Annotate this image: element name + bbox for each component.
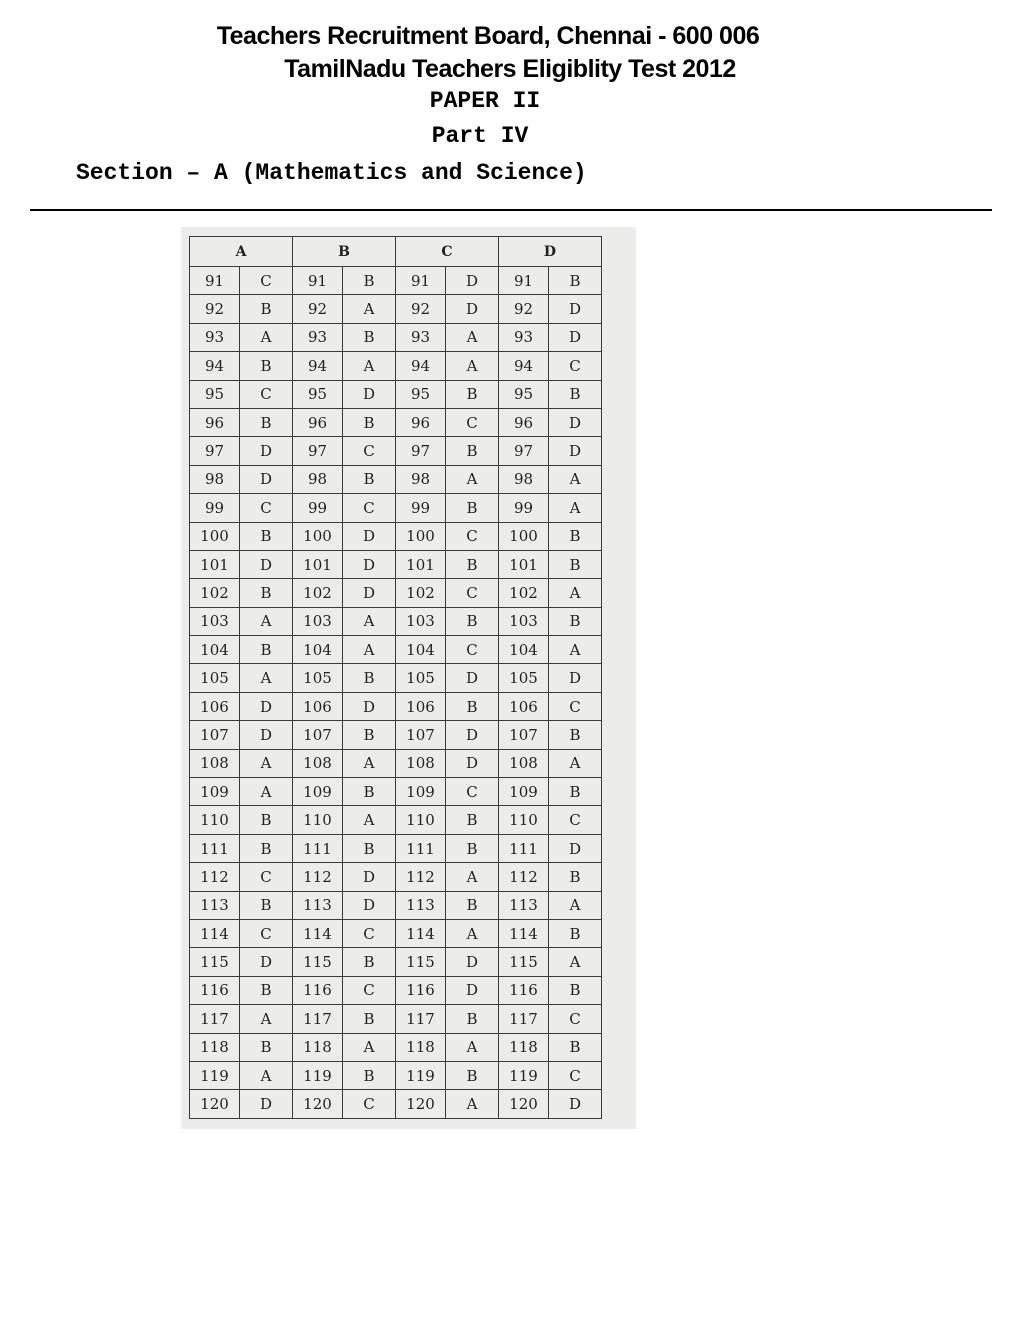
answer-cell: A xyxy=(240,749,293,777)
answer-cell: B xyxy=(343,664,396,692)
question-number: 108 xyxy=(190,749,240,777)
question-number: 120 xyxy=(190,1090,240,1118)
question-number: 111 xyxy=(499,834,549,862)
question-number: 99 xyxy=(293,494,343,522)
question-number: 118 xyxy=(396,1033,446,1061)
table-row xyxy=(190,465,602,493)
section-label: Section – A (Mathematics and Science) xyxy=(76,160,587,186)
answer-cell: D xyxy=(240,948,293,976)
answer-cell: B xyxy=(240,891,293,919)
answer-cell: A xyxy=(549,636,602,664)
answer-cell: D xyxy=(343,891,396,919)
answer-cell: B xyxy=(343,267,396,295)
answer-cell: A xyxy=(240,1005,293,1033)
question-number: 114 xyxy=(396,919,446,947)
question-number: 98 xyxy=(396,465,446,493)
question-number: 113 xyxy=(499,891,549,919)
answer-cell: B xyxy=(549,522,602,550)
answer-cell: D xyxy=(343,863,396,891)
question-number: 112 xyxy=(190,863,240,891)
question-number: 95 xyxy=(293,380,343,408)
question-number: 93 xyxy=(499,323,549,351)
answer-cell: C xyxy=(446,579,499,607)
question-number: 100 xyxy=(190,522,240,550)
answer-key-table xyxy=(189,236,602,1119)
answer-cell: A xyxy=(240,323,293,351)
table-row xyxy=(190,437,602,465)
answer-cell: D xyxy=(240,550,293,578)
question-number: 104 xyxy=(190,636,240,664)
question-number: 113 xyxy=(190,891,240,919)
answer-cell: B xyxy=(549,267,602,295)
series-header-row xyxy=(190,237,602,267)
table-row xyxy=(190,919,602,947)
answer-cell: B xyxy=(343,948,396,976)
answer-cell: A xyxy=(446,1033,499,1061)
answer-cell: D xyxy=(446,267,499,295)
answer-cell: A xyxy=(343,1033,396,1061)
answer-cell: A xyxy=(240,664,293,692)
question-number: 114 xyxy=(499,919,549,947)
answer-cell: A xyxy=(240,778,293,806)
answer-key-scan xyxy=(181,227,636,1129)
series-header: A xyxy=(190,237,293,267)
question-number: 100 xyxy=(396,522,446,550)
question-number: 99 xyxy=(396,494,446,522)
table-row xyxy=(190,1061,602,1089)
question-number: 92 xyxy=(293,295,343,323)
answer-cell: D xyxy=(549,1090,602,1118)
answer-cell: B xyxy=(240,522,293,550)
answer-cell: A xyxy=(446,465,499,493)
answer-cell: B xyxy=(549,721,602,749)
answer-cell: B xyxy=(549,380,602,408)
answer-cell: A xyxy=(549,749,602,777)
answer-cell: B xyxy=(446,692,499,720)
answer-cell: A xyxy=(549,948,602,976)
question-number: 120 xyxy=(293,1090,343,1118)
question-number: 109 xyxy=(293,778,343,806)
table-row xyxy=(190,352,602,380)
question-number: 108 xyxy=(396,749,446,777)
answer-cell: B xyxy=(549,607,602,635)
question-number: 109 xyxy=(190,778,240,806)
question-number: 105 xyxy=(293,664,343,692)
answer-cell: C xyxy=(240,494,293,522)
question-number: 107 xyxy=(396,721,446,749)
answer-cell: D xyxy=(549,834,602,862)
answer-cell: A xyxy=(343,295,396,323)
answer-cell: A xyxy=(343,352,396,380)
question-number: 102 xyxy=(396,579,446,607)
question-number: 94 xyxy=(499,352,549,380)
series-header: D xyxy=(499,237,602,267)
answer-cell: D xyxy=(343,380,396,408)
question-number: 113 xyxy=(293,891,343,919)
table-row xyxy=(190,1033,602,1061)
answer-cell: A xyxy=(343,636,396,664)
answer-cell: B xyxy=(446,891,499,919)
question-number: 105 xyxy=(190,664,240,692)
table-row xyxy=(190,550,602,578)
answer-cell: C xyxy=(549,692,602,720)
question-number: 106 xyxy=(499,692,549,720)
question-number: 108 xyxy=(293,749,343,777)
question-number: 103 xyxy=(499,607,549,635)
answer-cell: B xyxy=(240,976,293,1004)
answer-cell: B xyxy=(446,607,499,635)
question-number: 110 xyxy=(190,806,240,834)
table-row xyxy=(190,636,602,664)
answer-cell: D xyxy=(549,437,602,465)
answer-cell: A xyxy=(446,323,499,351)
series-header: B xyxy=(293,237,396,267)
answer-cell: B xyxy=(446,834,499,862)
question-number: 97 xyxy=(293,437,343,465)
question-number: 114 xyxy=(190,919,240,947)
question-number: 118 xyxy=(499,1033,549,1061)
answer-cell: D xyxy=(240,465,293,493)
answer-cell: B xyxy=(549,778,602,806)
question-number: 96 xyxy=(190,408,240,436)
question-number: 115 xyxy=(190,948,240,976)
question-number: 106 xyxy=(396,692,446,720)
answer-cell: C xyxy=(549,1005,602,1033)
answer-cell: D xyxy=(446,948,499,976)
answer-cell: D xyxy=(549,408,602,436)
table-row xyxy=(190,522,602,550)
question-number: 100 xyxy=(499,522,549,550)
answer-cell: B xyxy=(240,834,293,862)
question-number: 116 xyxy=(293,976,343,1004)
answer-cell: A xyxy=(240,1061,293,1089)
answer-cell: D xyxy=(240,437,293,465)
answer-cell: B xyxy=(446,550,499,578)
answer-cell: B xyxy=(343,408,396,436)
answer-cell: A xyxy=(446,863,499,891)
answer-cell: A xyxy=(446,352,499,380)
question-number: 96 xyxy=(396,408,446,436)
question-number: 91 xyxy=(190,267,240,295)
answer-cell: C xyxy=(240,380,293,408)
answer-cell: B xyxy=(549,550,602,578)
table-row xyxy=(190,806,602,834)
question-number: 112 xyxy=(293,863,343,891)
question-number: 117 xyxy=(499,1005,549,1033)
question-number: 91 xyxy=(499,267,549,295)
answer-cell: D xyxy=(343,692,396,720)
question-number: 101 xyxy=(396,550,446,578)
question-number: 103 xyxy=(190,607,240,635)
answer-cell: B xyxy=(343,834,396,862)
header-divider xyxy=(30,209,992,211)
question-number: 97 xyxy=(190,437,240,465)
answer-cell: B xyxy=(549,976,602,1004)
answer-cell: D xyxy=(446,721,499,749)
answer-cell: D xyxy=(549,323,602,351)
answer-cell: D xyxy=(240,721,293,749)
question-number: 111 xyxy=(190,834,240,862)
answer-cell: B xyxy=(343,1061,396,1089)
question-number: 92 xyxy=(499,295,549,323)
question-number: 101 xyxy=(190,550,240,578)
question-number: 120 xyxy=(499,1090,549,1118)
answer-cell: C xyxy=(240,267,293,295)
question-number: 104 xyxy=(396,636,446,664)
question-number: 95 xyxy=(499,380,549,408)
question-number: 95 xyxy=(396,380,446,408)
question-number: 107 xyxy=(499,721,549,749)
question-number: 102 xyxy=(293,579,343,607)
question-number: 103 xyxy=(293,607,343,635)
question-number: 94 xyxy=(293,352,343,380)
question-number: 117 xyxy=(190,1005,240,1033)
question-number: 94 xyxy=(190,352,240,380)
answer-cell: D xyxy=(446,976,499,1004)
answer-cell: D xyxy=(343,550,396,578)
question-number: 101 xyxy=(499,550,549,578)
question-number: 100 xyxy=(293,522,343,550)
table-row xyxy=(190,267,602,295)
question-number: 113 xyxy=(396,891,446,919)
question-number: 110 xyxy=(396,806,446,834)
question-number: 114 xyxy=(293,919,343,947)
answer-cell: C xyxy=(343,919,396,947)
answer-cell: C xyxy=(446,636,499,664)
question-number: 109 xyxy=(396,778,446,806)
question-number: 115 xyxy=(396,948,446,976)
question-number: 107 xyxy=(190,721,240,749)
answer-cell: A xyxy=(549,494,602,522)
answer-cell: C xyxy=(446,408,499,436)
answer-cell: B xyxy=(343,323,396,351)
answer-cell: C xyxy=(343,437,396,465)
answer-cell: B xyxy=(343,465,396,493)
answer-cell: D xyxy=(343,522,396,550)
answer-cell: B xyxy=(240,579,293,607)
answer-cell: B xyxy=(240,1033,293,1061)
table-row xyxy=(190,749,602,777)
paper-label: PAPER II xyxy=(429,88,541,114)
answer-cell: B xyxy=(446,1061,499,1089)
answer-cell: B xyxy=(343,1005,396,1033)
answer-cell: B xyxy=(240,352,293,380)
question-number: 107 xyxy=(293,721,343,749)
question-number: 103 xyxy=(396,607,446,635)
table-row xyxy=(190,778,602,806)
answer-cell: C xyxy=(240,919,293,947)
question-number: 118 xyxy=(293,1033,343,1061)
answer-cell: B xyxy=(446,437,499,465)
question-number: 104 xyxy=(499,636,549,664)
series-header: C xyxy=(396,237,499,267)
answer-cell: C xyxy=(343,494,396,522)
question-number: 119 xyxy=(396,1061,446,1089)
answer-cell: A xyxy=(549,465,602,493)
question-number: 95 xyxy=(190,380,240,408)
answer-cell: C xyxy=(343,1090,396,1118)
answer-cell: B xyxy=(446,1005,499,1033)
answer-cell: A xyxy=(343,806,396,834)
question-number: 106 xyxy=(293,692,343,720)
question-number: 104 xyxy=(293,636,343,664)
answer-cell: B xyxy=(446,806,499,834)
question-number: 99 xyxy=(499,494,549,522)
question-number: 109 xyxy=(499,778,549,806)
table-row xyxy=(190,295,602,323)
answer-key-body xyxy=(190,267,602,1119)
answer-cell: D xyxy=(446,749,499,777)
question-number: 116 xyxy=(499,976,549,1004)
answer-cell: D xyxy=(240,1090,293,1118)
question-number: 96 xyxy=(293,408,343,436)
table-row xyxy=(190,721,602,749)
question-number: 117 xyxy=(396,1005,446,1033)
question-number: 93 xyxy=(293,323,343,351)
answer-cell: C xyxy=(549,1061,602,1089)
question-number: 105 xyxy=(499,664,549,692)
question-number: 111 xyxy=(293,834,343,862)
question-number: 108 xyxy=(499,749,549,777)
question-number: 119 xyxy=(190,1061,240,1089)
answer-cell: B xyxy=(240,295,293,323)
table-row xyxy=(190,692,602,720)
table-row xyxy=(190,834,602,862)
question-number: 92 xyxy=(396,295,446,323)
question-number: 115 xyxy=(293,948,343,976)
table-row xyxy=(190,891,602,919)
answer-cell: A xyxy=(446,1090,499,1118)
answer-cell: B xyxy=(240,636,293,664)
table-row xyxy=(190,607,602,635)
question-number: 91 xyxy=(293,267,343,295)
question-number: 97 xyxy=(396,437,446,465)
table-row xyxy=(190,976,602,1004)
board-title: Teachers Recruitment Board, Chennai - 600 006 xyxy=(216,22,760,50)
question-number: 98 xyxy=(190,465,240,493)
answer-cell: D xyxy=(240,692,293,720)
question-number: 94 xyxy=(396,352,446,380)
question-number: 106 xyxy=(190,692,240,720)
answer-cell: B xyxy=(240,806,293,834)
answer-cell: A xyxy=(446,919,499,947)
table-row xyxy=(190,494,602,522)
answer-cell: B xyxy=(549,1033,602,1061)
question-number: 101 xyxy=(293,550,343,578)
question-number: 99 xyxy=(190,494,240,522)
question-number: 116 xyxy=(190,976,240,1004)
question-number: 110 xyxy=(293,806,343,834)
table-row xyxy=(190,408,602,436)
answer-cell: C xyxy=(343,976,396,1004)
answer-cell: C xyxy=(549,352,602,380)
question-number: 117 xyxy=(293,1005,343,1033)
answer-cell: C xyxy=(549,806,602,834)
answer-cell: B xyxy=(343,721,396,749)
question-number: 91 xyxy=(396,267,446,295)
question-number: 118 xyxy=(190,1033,240,1061)
question-number: 97 xyxy=(499,437,549,465)
answer-cell: B xyxy=(343,778,396,806)
answer-cell: D xyxy=(446,664,499,692)
question-number: 96 xyxy=(499,408,549,436)
table-row xyxy=(190,863,602,891)
answer-cell: A xyxy=(549,579,602,607)
question-number: 110 xyxy=(499,806,549,834)
answer-cell: A xyxy=(240,607,293,635)
question-number: 102 xyxy=(499,579,549,607)
answer-cell: C xyxy=(446,778,499,806)
answer-cell: B xyxy=(549,919,602,947)
question-number: 115 xyxy=(499,948,549,976)
table-row xyxy=(190,948,602,976)
part-label: Part IV xyxy=(431,123,529,149)
table-row xyxy=(190,579,602,607)
question-number: 119 xyxy=(293,1061,343,1089)
question-number: 120 xyxy=(396,1090,446,1118)
table-row xyxy=(190,1090,602,1118)
answer-cell: D xyxy=(343,579,396,607)
answer-cell: C xyxy=(446,522,499,550)
question-number: 119 xyxy=(499,1061,549,1089)
answer-cell: B xyxy=(446,494,499,522)
question-number: 102 xyxy=(190,579,240,607)
answer-cell: A xyxy=(343,749,396,777)
question-number: 98 xyxy=(293,465,343,493)
question-number: 93 xyxy=(396,323,446,351)
question-number: 111 xyxy=(396,834,446,862)
table-row xyxy=(190,664,602,692)
answer-cell: D xyxy=(549,664,602,692)
answer-cell: A xyxy=(343,607,396,635)
exam-title: TamilNadu Teachers Eligiblity Test 2012 xyxy=(284,55,736,83)
table-row xyxy=(190,1005,602,1033)
table-row xyxy=(190,323,602,351)
question-number: 92 xyxy=(190,295,240,323)
answer-cell: A xyxy=(549,891,602,919)
answer-cell: B xyxy=(240,408,293,436)
question-number: 105 xyxy=(396,664,446,692)
question-number: 98 xyxy=(499,465,549,493)
question-number: 93 xyxy=(190,323,240,351)
question-number: 112 xyxy=(499,863,549,891)
answer-cell: D xyxy=(446,295,499,323)
answer-cell: B xyxy=(549,863,602,891)
answer-cell: C xyxy=(240,863,293,891)
answer-cell: D xyxy=(549,295,602,323)
question-number: 116 xyxy=(396,976,446,1004)
answer-cell: B xyxy=(446,380,499,408)
question-number: 112 xyxy=(396,863,446,891)
table-row xyxy=(190,380,602,408)
